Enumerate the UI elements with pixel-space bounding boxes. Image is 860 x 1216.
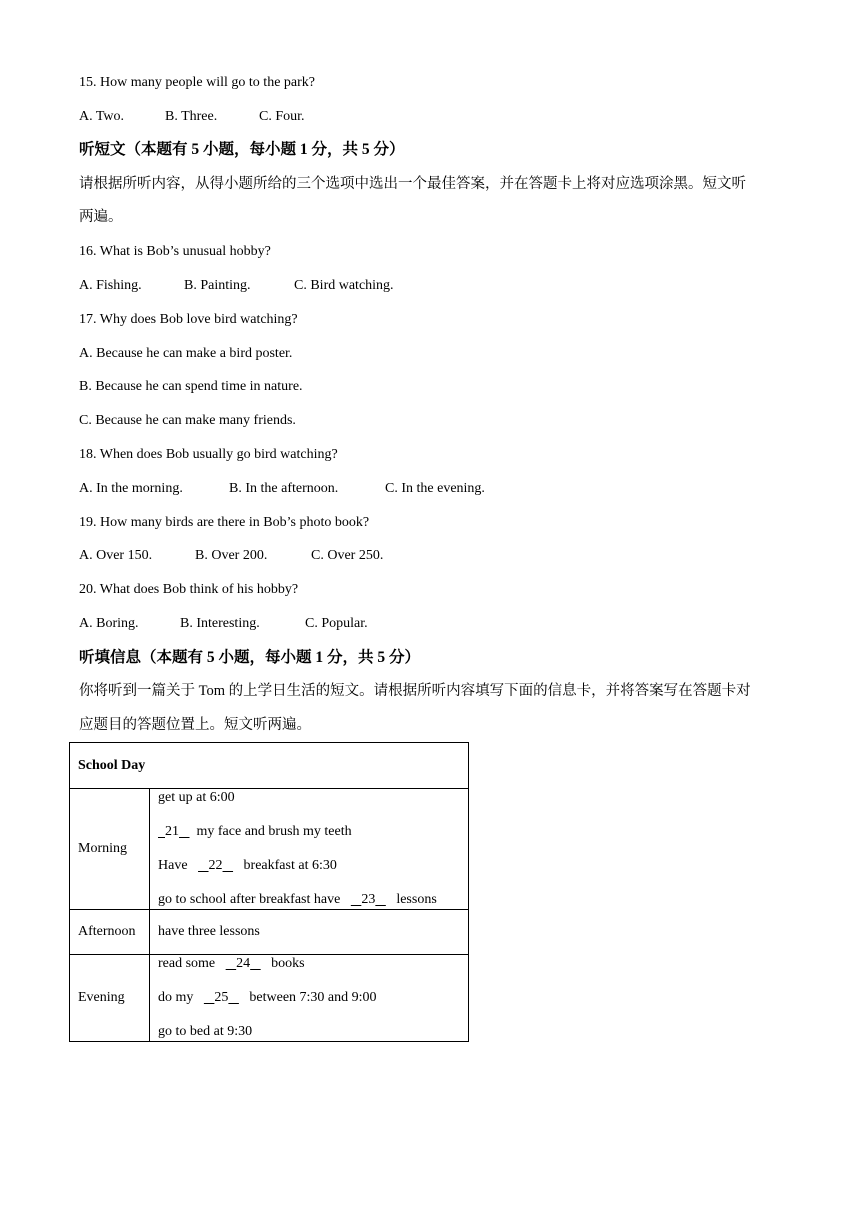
option-c: C. Over 250.: [311, 548, 384, 563]
evening-line-2: do my 25 between 7:30 and 9:00: [158, 990, 377, 1005]
options-15: [79, 108, 305, 126]
answer-blank-21[interactable]: 21: [165, 824, 179, 839]
options-18: [79, 480, 485, 498]
option-a: A. Over 150.: [79, 548, 153, 563]
option-b: B. Interesting.: [180, 616, 260, 631]
instruction-line-2: 两遍。: [79, 209, 123, 225]
option-c: C. In the evening.: [385, 481, 485, 496]
morning-line-1: get up at 6:00: [158, 790, 235, 805]
option-a: A. Boring.: [79, 616, 139, 631]
answer-blank-22[interactable]: 22: [208, 858, 223, 873]
row-label-evening: Evening: [70, 955, 150, 1042]
evening-line-3: go to bed at 9:30: [158, 1024, 253, 1039]
answer-blank-23[interactable]: 23: [361, 892, 376, 907]
evening-line-1: read some 24 books: [158, 956, 305, 971]
row-label-afternoon: Afternoon: [70, 910, 150, 955]
option-c: C. Four.: [259, 109, 305, 124]
option-b: B. Three.: [165, 109, 218, 124]
section-heading-short: 听短文（本题有 5 小题，每小题 1 分，共 5 分）: [79, 141, 405, 158]
evening-content: [150, 955, 469, 1042]
afternoon-content: have three lessons: [150, 910, 469, 955]
options-19: [79, 547, 383, 565]
instruction-line-1: 请根据所听内容，从得小题所给的三个选项中选出一个最佳答案，并在答题卡上将对应选项涂黑。短文听: [79, 176, 746, 192]
option-a: A. Two.: [79, 109, 125, 124]
option-c: C. Bird watching.: [294, 278, 394, 293]
section-heading-info: 听填信息（本题有 5 小题，每小题 1 分，共 5 分）: [79, 649, 421, 666]
option-17-c: C. Because he can make many friends.: [79, 413, 296, 428]
option-17-b: B. Because he can spend time in nature.: [79, 379, 303, 394]
option-a: A. In the morning.: [79, 481, 183, 496]
morning-line-4: go to school after breakfast have 23 lessons: [158, 892, 437, 907]
question-19: 19. How many birds are there in Bob’s photo book?: [79, 515, 370, 530]
table-row: [70, 789, 469, 910]
option-17-a: A. Because he can make a bird poster.: [79, 346, 293, 361]
instruction-line-2: 应题目的答题位置上。短文听两遍。: [79, 717, 311, 733]
option-b: B. Painting.: [184, 278, 251, 293]
table-row: [70, 955, 469, 1042]
question-20: 20. What does Bob think of his hobby?: [79, 582, 299, 597]
table-row: [70, 910, 469, 955]
morning-line-2: 21 my face and brush my teeth: [158, 823, 460, 841]
instruction-line-1: 你将听到一篇关于 Tom 的上学日生活的短文。请根据所听内容填写下面的信息卡，并将答案写在答题卡对: [79, 683, 751, 699]
options-16: [79, 277, 394, 295]
option-b: B. Over 200.: [195, 548, 268, 563]
option-b: B. In the afternoon.: [229, 481, 339, 496]
option-a: A. Fishing.: [79, 278, 142, 293]
answer-blank-25[interactable]: 25: [214, 990, 229, 1005]
question-16: 16. What is Bob’s unusual hobby?: [79, 244, 271, 259]
school-day-table: [69, 742, 469, 1042]
options-20: [79, 615, 368, 633]
question-18: 18. When does Bob usually go bird watching?: [79, 447, 338, 462]
table-title: School Day: [70, 743, 469, 789]
morning-content: [150, 789, 469, 910]
question-15: 15. How many people will go to the park?: [79, 75, 316, 90]
question-17: 17. Why does Bob love bird watching?: [79, 312, 298, 327]
row-label-morning: Morning: [70, 789, 150, 910]
morning-line-3: Have 22 breakfast at 6:30: [158, 858, 337, 873]
option-c: C. Popular.: [305, 616, 368, 631]
answer-blank-24[interactable]: 24: [236, 956, 251, 971]
